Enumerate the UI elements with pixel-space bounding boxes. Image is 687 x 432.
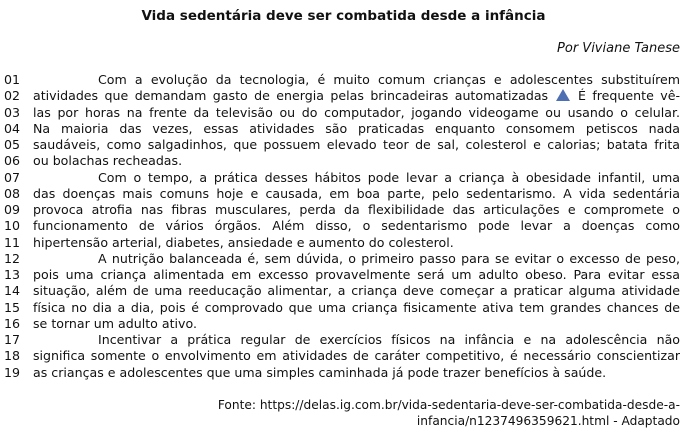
source-line: infancia/n1237496359621.html - Adaptado	[416, 414, 680, 428]
line-text-after-marker: É frequente vê-	[577, 88, 680, 104]
line-number: 18	[4, 348, 21, 364]
line-text: las por horas na frente da televisão ou do computador, jogando videogame ou usando o celular.	[33, 104, 680, 120]
line-text: hipertensão arterial, diabetes, ansiedade e aumento do colesterol.	[33, 234, 454, 250]
text-line	[0, 88, 687, 104]
text-line	[0, 121, 687, 137]
line-number: 09	[4, 202, 21, 217]
article-title: Vida sedentária deve ser combatida desde a infância	[141, 8, 546, 24]
line-number: 13	[4, 267, 21, 282]
line-text: pois uma criança alimentada em excesso provavelmente será um adulto obeso. Para evitar essa	[33, 267, 680, 282]
line-number: 05	[4, 137, 21, 152]
line-number: 14	[4, 283, 21, 299]
source-citation	[160, 397, 680, 429]
line-text: A nutrição balanceada é, sem dúvida, o primeiro passo para se evitar o excesso de peso,	[98, 250, 680, 266]
article-body	[0, 72, 687, 381]
text-line	[0, 332, 687, 348]
line-number: 11	[4, 234, 21, 250]
text-line	[0, 235, 687, 251]
line-number: 03	[4, 104, 21, 120]
text-line	[0, 202, 687, 218]
line-number: 02	[4, 88, 21, 104]
line-number: 16	[4, 315, 21, 331]
line-number: 17	[4, 332, 21, 347]
text-line	[0, 348, 687, 364]
line-text: Com o tempo, a prática desses hábitos pode levar a criança à obesidade infantil, uma	[98, 169, 680, 185]
text-line	[0, 153, 687, 169]
line-text: Na maioria das vezes, essas atividades são praticadas enquanto consomem petiscos nada	[33, 120, 680, 136]
line-number: 19	[4, 364, 21, 380]
line-text: ou bolachas recheadas.	[33, 153, 183, 169]
line-text: Com a evolução da tecnologia, é muito comum crianças e adolescentes substituírem	[98, 72, 680, 87]
line-text-before-marker: atividades que demandam gasto de energia pelas brincadeiras automatizadas	[33, 88, 549, 104]
line-number: 12	[4, 250, 21, 266]
line-text: das doenças mais comuns hoje e causada, em boa parte, pelo sedentarismo. A vida sedentária	[33, 185, 680, 201]
line-number: 07	[4, 169, 21, 185]
line-number: 01	[4, 72, 21, 87]
line-number: 06	[4, 153, 21, 169]
line-text: as crianças e adolescentes que uma simples caminhada já pode trazer benefícios à saúde.	[33, 364, 607, 380]
line-text: funcionamento de vários órgãos. Além disso, o sedentarismo pode levar a doenças como	[33, 218, 680, 234]
text-line	[0, 72, 687, 88]
line-text: situação, além de uma reeducação alimentar, a criança deve começar a praticar alguma atividade	[33, 283, 680, 299]
line-text	[33, 88, 680, 104]
line-text: provoca atrofia nas fibras musculares, perda da flexibilidade das articulações e compromete o	[33, 202, 680, 217]
source-line: Fonte: https://delas.ig.com.br/vida-sedentaria-deve-ser-combatida-desde-a-	[217, 398, 680, 412]
text-line	[0, 316, 687, 332]
line-number: 08	[4, 185, 21, 201]
line-text: significa somente o envolvimento em atividades de caráter competitivo, é necessário conscientizar	[33, 348, 680, 364]
line-number: 04	[4, 120, 21, 136]
line-text: Incentivar a prática regular de exercícios físicos na infância e na adolescência não	[98, 332, 680, 347]
text-line	[0, 267, 687, 283]
line-number: 15	[4, 299, 21, 315]
line-text: se tornar um adulto ativo.	[33, 315, 197, 331]
text-line	[0, 283, 687, 299]
text-line	[0, 218, 687, 234]
text-line	[0, 365, 687, 381]
text-line	[0, 105, 687, 121]
article-author: Por Viviane Tanese	[557, 41, 680, 56]
line-number: 10	[4, 218, 21, 234]
text-line	[0, 300, 687, 316]
triangle-marker-icon	[556, 89, 570, 101]
line-text: física no dia a dia, pois é comprovado que uma criança fisicamente ativa tem grandes chances de	[33, 299, 680, 315]
text-line	[0, 137, 687, 153]
text-line	[0, 186, 687, 202]
text-line	[0, 251, 687, 267]
text-line	[0, 170, 687, 186]
line-text: saudáveis, como salgadinhos, que possuem elevado teor de sal, colesterol e calorias; batata frita	[33, 137, 680, 152]
